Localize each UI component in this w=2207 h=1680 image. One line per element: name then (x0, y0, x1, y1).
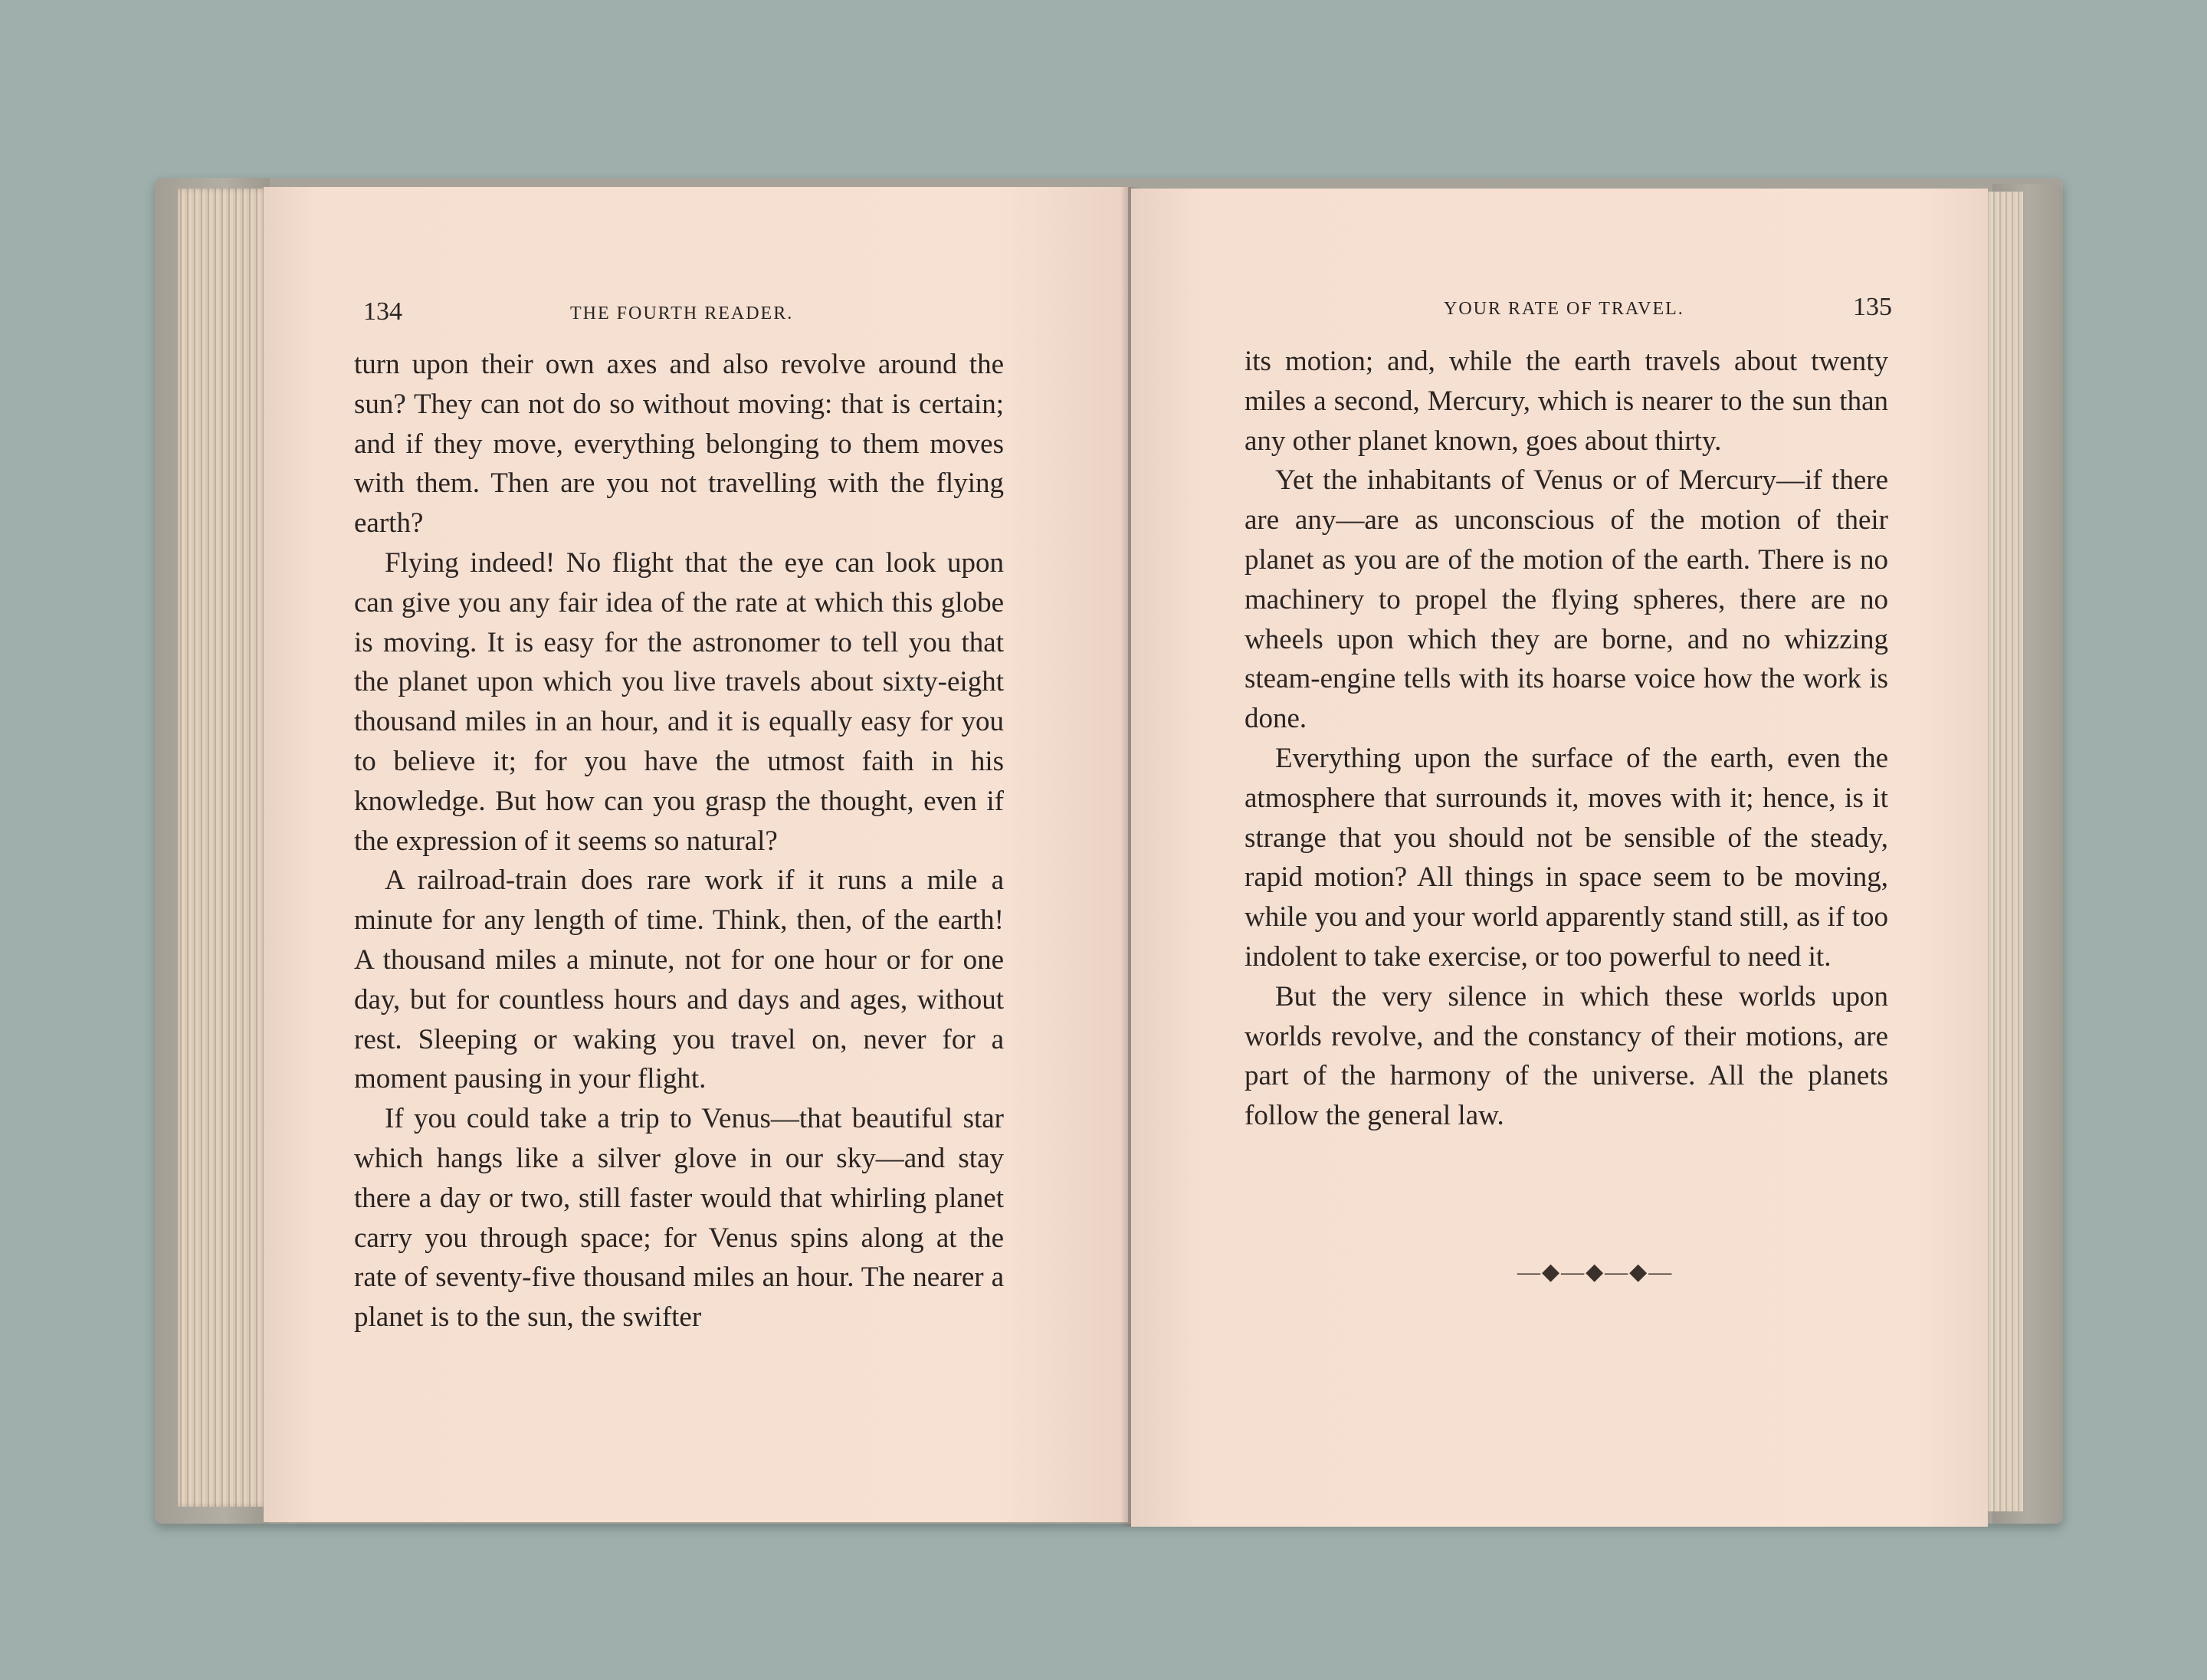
right-paragraph-3: Everything upon the surface of the earth, even the atmosphere that surrounds it, moves with it; hence, is it strange that you should not be sensible of the steady, rapid motion? All things in space seem to be moving, while you and your world apparently stand still, as if too indolent to take exercise, or too powerful to need it. (1245, 742, 1888, 973)
section-end-ornament: —◆—◆—◆— (1517, 1259, 1674, 1285)
right-page (1131, 189, 1988, 1527)
right-paragraph-1: its motion; and, while the earth travels about twenty miles a second, Mercury, which is nearer to the sun than any other planet known, goes about thirty. (1245, 346, 1888, 457)
left-text-block (354, 345, 1004, 1337)
page-stack-right (1985, 192, 2023, 1511)
left-page (264, 187, 1128, 1522)
left-paragraph-2: Flying indeed! No flight that the eye can look upon can give you any fair idea of the rate at which this globe is moving. It is easy for the astronomer to tell you that the planet upon which you live travels about sixty-eight thousand miles in an hour, and it is equally easy for you to believe it; for you have the utmost faith in his knowledge. But how can you grasp the thought, even if the expression of it seems so natural? (354, 546, 1004, 857)
left-paragraph-3: A railroad-train does rare work if it runs a mile a minute for any length of time. Think, then, of the earth! A thousand miles a minute, not for one hour or for one day, but for countless hours and days and ages, without rest. Sleeping or waking you travel on, never for a moment pausing in your flight. (354, 865, 1004, 1095)
left-page-number: 134 (363, 297, 402, 326)
page-stack-left (178, 189, 270, 1507)
right-page-number: 135 (1853, 293, 1892, 321)
left-paragraph-1: turn upon their own axes and also revolve around the sun? They can not do so without moving: that is certain; and if they move, everything belonging to them moves with them. Then are you not travelling with the flying earth? (354, 349, 1004, 540)
right-paragraph-4: But the very silence in which these worlds upon worlds revolve, and the constancy of their motions, are part of the harmony of the universe. All the planets follow the general law. (1245, 980, 1888, 1132)
left-paragraph-4: If you could take a trip to Venus—that beautiful star which hangs like a silver glove in our sky—and stay there a day or two, still faster would that whirling planet carry you through space; for Venus spins along at the rate of seventy-five thousand miles an hour. The nearer a planet is to the sun, the swifter (354, 1103, 1004, 1334)
right-paragraph-2: Yet the inhabitants of Venus or of Mercury—if there are any—are as unconscious of the motion of their planet as you are of the motion of the earth. There is no machinery to propel the flying spheres, there are no wheels upon which they are borne, and no whizzing steam-engine tells with its hoarse voice how the work is done. (1245, 464, 1888, 735)
right-text-block (1245, 342, 1888, 1136)
right-running-head: YOUR RATE OF TRAVEL. (1444, 299, 1684, 319)
left-running-head: THE FOURTH READER. (570, 304, 794, 323)
